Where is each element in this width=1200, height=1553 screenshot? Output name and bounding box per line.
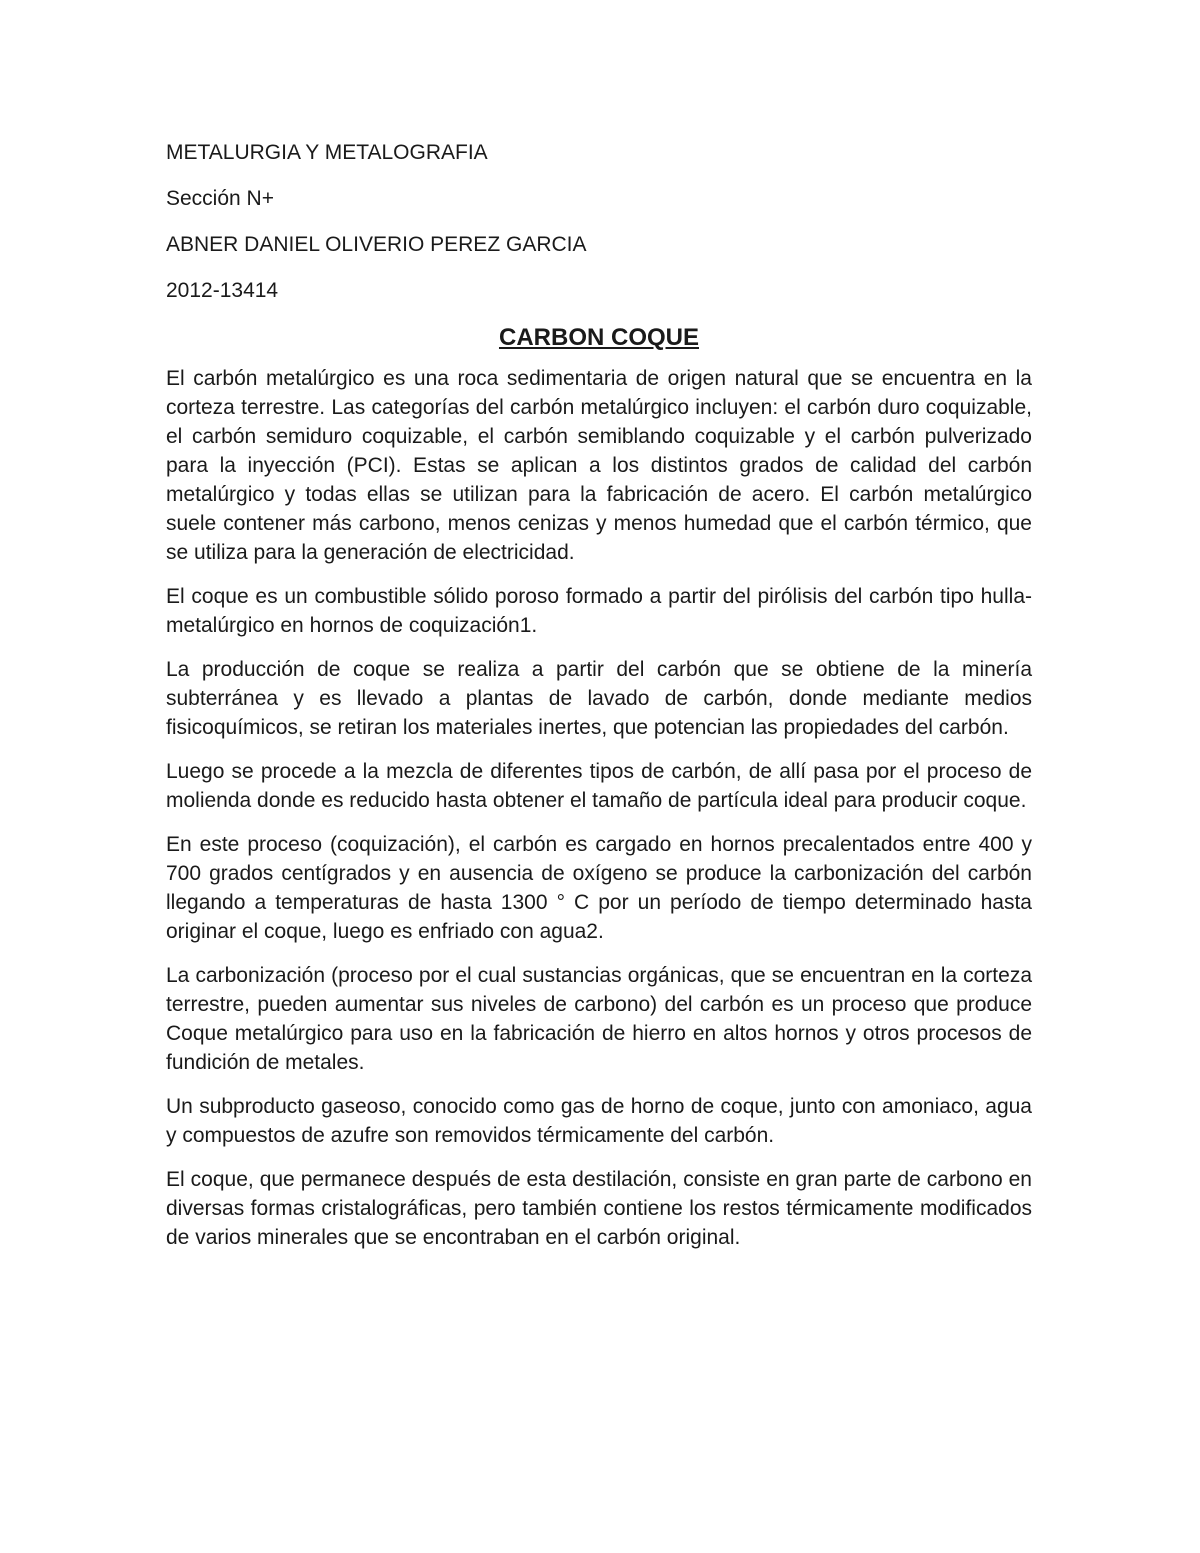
student-id: 2012-13414 — [166, 279, 279, 302]
paragraph: En este proceso (coquización), el carbón es cargado en hornos precalentados entre 400 y 700 grados centígrados y en ausencia de oxígeno se produce la carbonización del carbón llegando a temperaturas de hasta 1300 ° C por un período de tiempo determinado hasta originar el coque, luego es enfriado con agua2. — [166, 833, 1032, 943]
paragraph: El coque, que permanece después de esta destilación, consiste en gran parte de carbono en diversas formas cristalográficas, pero también contiene los restos térmicamente modificados de varios minerales que se encontraban en el carbón original. — [166, 1168, 1032, 1249]
paragraph: Un subproducto gaseoso, conocido como gas de horno de coque, junto con amoniaco, agua y compuestos de azufre son removidos térmicamente del carbón. — [166, 1095, 1032, 1147]
paragraph: La producción de coque se realiza a partir del carbón que se obtiene de la minería subterránea y es llevado a plantas de lavado de carbón, donde mediante medios fisicoquímicos, se retiran los materiales inertes, que potencian las propiedades del carbón. — [166, 658, 1032, 739]
section-number: Sección N+ — [166, 187, 274, 210]
document-body — [166, 138, 1032, 1267]
student-name: ABNER DANIEL OLIVERIO PEREZ GARCIA — [166, 233, 587, 256]
document-title: CARBON COQUE — [498, 324, 699, 351]
paragraph: El carbón metalúrgico es una roca sedimentaria de origen natural que se encuentra en la corteza terrestre. Las categorías del carbón metalúrgico incluyen: el carbón duro coquizable, el carbón semiduro coquizable, el carbón semiblando coquizable y el carbón pulverizado para la inyección (PCI). Estas se aplican a los distintos grados de calidad del carbón metalúrgico y todas ellas se utilizan para la fabricación de acero. El carbón metalúrgico suele contener más carbono, menos cenizas y menos humedad que el carbón térmico, que se utiliza para la generación de electricidad. — [166, 367, 1032, 564]
course-name: METALURGIA Y METALOGRAFIA — [166, 141, 488, 164]
paragraph: La carbonización (proceso por el cual sustancias orgánicas, que se encuentran en la corteza terrestre, pueden aumentar sus niveles de carbono) del carbón es un proceso que produce Coque metalúrgico para uso en la fabricación de hierro en altos hornos y otros procesos de fundición de metales. — [166, 964, 1032, 1074]
paragraph: Luego se procede a la mezcla de diferentes tipos de carbón, de allí pasa por el proceso de molienda donde es reducido hasta obtener el tamaño de partícula ideal para producir coque. — [166, 760, 1032, 812]
paragraph: El coque es un combustible sólido poroso formado a partir del pirólisis del carbón tipo hulla-metalúrgico en hornos de coquización1. — [166, 585, 1032, 637]
